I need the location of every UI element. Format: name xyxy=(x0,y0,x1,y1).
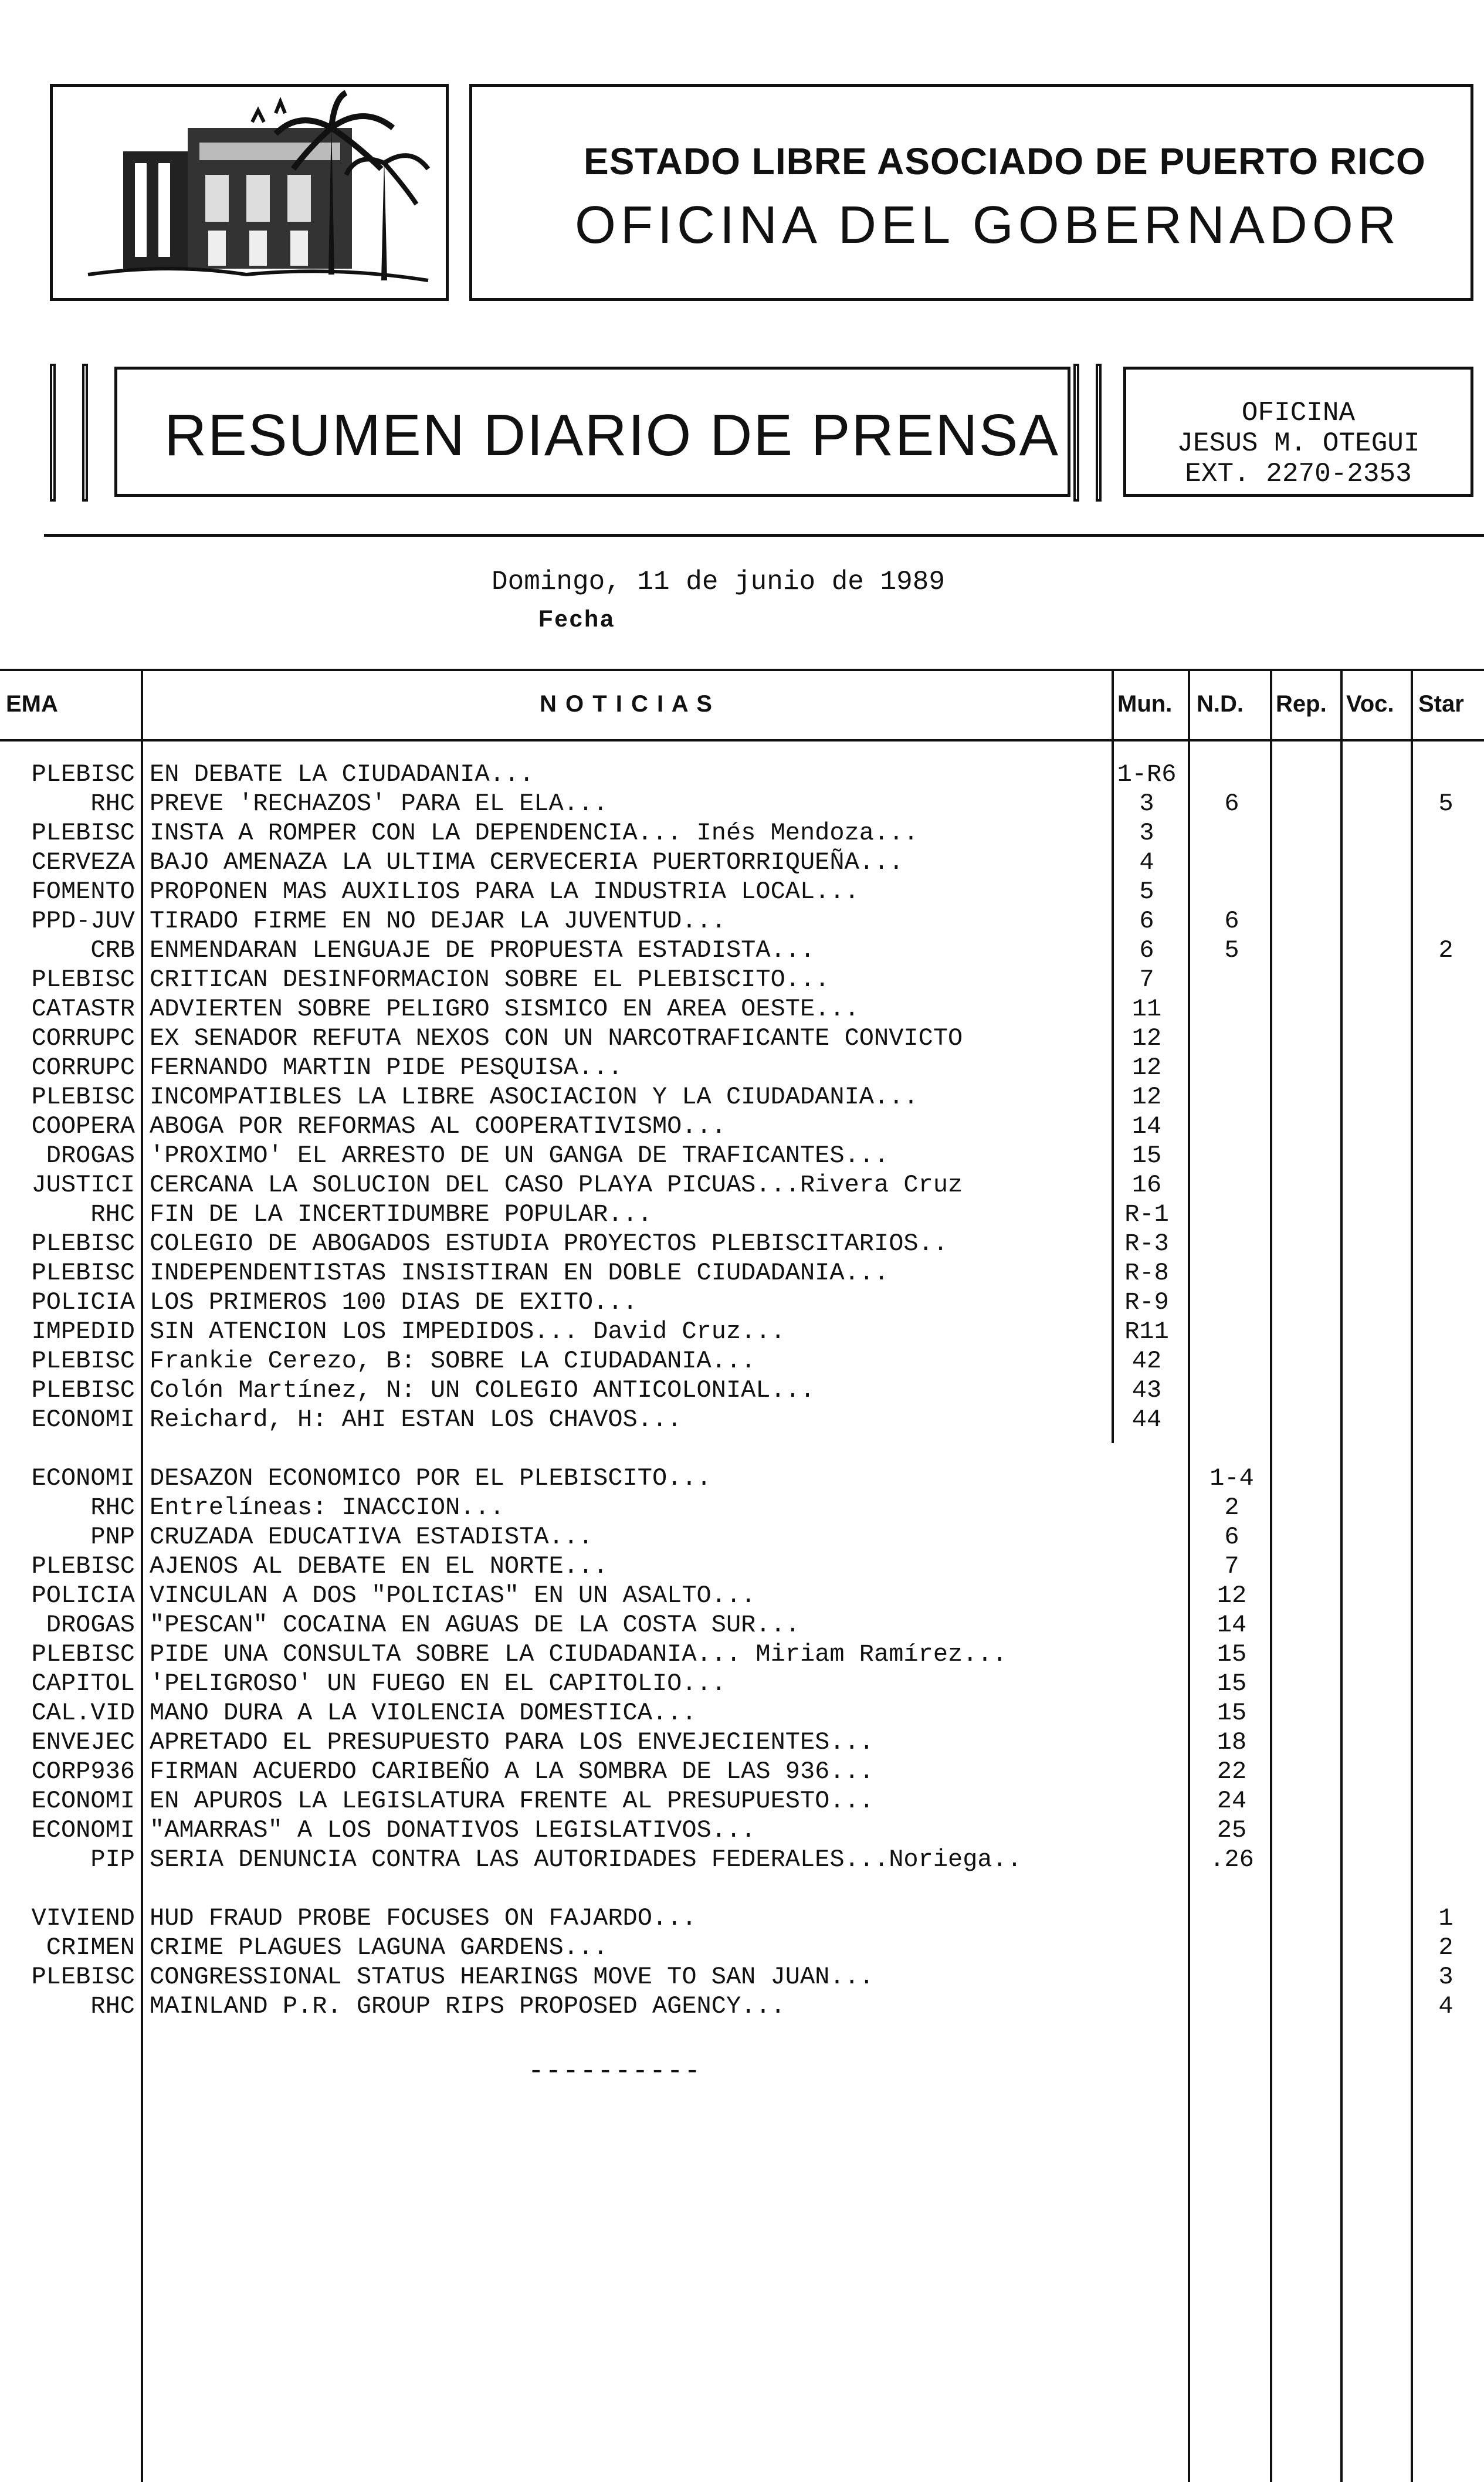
table-row xyxy=(0,1317,1484,1346)
table-row xyxy=(0,1522,1484,1552)
row-tema: CRB xyxy=(90,936,135,964)
table-row xyxy=(0,1845,1484,1874)
table-row xyxy=(0,936,1484,965)
row-tema: ECONOMI xyxy=(31,1464,135,1492)
table-row xyxy=(0,1493,1484,1522)
row-nd-page: 18 xyxy=(1217,1728,1247,1756)
row-mun-page: 3 xyxy=(1139,819,1154,847)
table-row xyxy=(0,1640,1484,1669)
row-nd-page: .26 xyxy=(1209,1846,1254,1874)
date-value: Domingo, 11 de junio de 1989 xyxy=(492,567,945,597)
row-headline: Reichard, H: AHI ESTAN LOS CHAVOS... xyxy=(150,1406,682,1434)
row-tema: CRIMEN xyxy=(46,1934,135,1962)
building-illustration-icon xyxy=(53,87,446,298)
row-headline: CRUZADA EDUCATIVA ESTADISTA... xyxy=(150,1523,594,1551)
row-tema: PIP xyxy=(90,1846,135,1874)
row-headline: Entrelíneas: INACCION... xyxy=(150,1494,504,1522)
header-rule xyxy=(44,534,1484,537)
row-headline: FIN DE LA INCERTIDUMBRE POPULAR... xyxy=(150,1200,652,1228)
table-row xyxy=(0,1904,1484,1933)
row-nd-page: 25 xyxy=(1217,1816,1247,1844)
document-title: RESUMEN DIARIO DE PRENSA xyxy=(164,402,1060,468)
row-nd-page: 6 xyxy=(1224,1523,1239,1551)
news-table xyxy=(0,669,1484,2482)
row-tema: CATASTR xyxy=(31,995,135,1023)
row-mun-page: 42 xyxy=(1131,1347,1162,1375)
row-tema: CAPITOL xyxy=(31,1670,135,1698)
row-headline: MAINLAND P.R. GROUP RIPS PROPOSED AGENCY... xyxy=(150,1992,785,2020)
row-headline: TIRADO FIRME EN NO DEJAR LA JUVENTUD... xyxy=(150,907,726,935)
row-nd-page: 15 xyxy=(1217,1670,1247,1698)
header-rep: Rep. xyxy=(1276,691,1327,717)
row-nd-page: 15 xyxy=(1217,1640,1247,1668)
header-mun: Mun. xyxy=(1117,691,1173,717)
row-mun-page: 16 xyxy=(1131,1171,1162,1199)
table-row xyxy=(0,1933,1484,1962)
row-headline: CRIME PLAGUES LAGUNA GARDENS... xyxy=(150,1934,608,1962)
left-bars xyxy=(50,364,117,502)
table-row xyxy=(0,1874,1484,1904)
row-star-page: 3 xyxy=(1438,1963,1453,1991)
row-mun-page: 44 xyxy=(1131,1406,1162,1434)
fortaleza-logo xyxy=(50,84,449,301)
table-row xyxy=(0,877,1484,906)
row-headline: APRETADO EL PRESUPUESTO PARA LOS ENVEJECIENTES... xyxy=(150,1728,875,1756)
row-tema: PLEBISC xyxy=(31,1083,135,1111)
row-tema: POLICIA xyxy=(31,1582,135,1610)
row-nd-page: 6 xyxy=(1224,907,1239,935)
row-mun-page: 12 xyxy=(1131,1054,1162,1082)
table-row xyxy=(0,1112,1484,1141)
row-tema: RHC xyxy=(90,790,135,818)
row-tema: PLEBISC xyxy=(31,1259,135,1287)
row-mun-page: 11 xyxy=(1131,995,1162,1023)
table-row xyxy=(0,1669,1484,1698)
row-headline: INDEPENDENTISTAS INSISTIRAN EN DOBLE CIUDADANIA... xyxy=(150,1259,889,1287)
row-headline: SIN ATENCION LOS IMPEDIDOS... David Cruz... xyxy=(150,1318,785,1346)
row-headline: PROPONEN MAS AUXILIOS PARA LA INDUSTRIA LOCAL... xyxy=(150,878,859,906)
row-mun-page: 7 xyxy=(1139,966,1154,994)
row-mun-page: 12 xyxy=(1131,1083,1162,1111)
row-mun-page: 14 xyxy=(1131,1112,1162,1140)
state-title: ESTADO LIBRE ASOCIADO DE PUERTO RICO xyxy=(584,140,1426,182)
row-mun-page: 6 xyxy=(1139,936,1154,964)
contact-office: OFICINA xyxy=(1241,398,1356,428)
row-headline: FIRMAN ACUERDO CARIBEÑO A LA SOMBRA DE LAS 936... xyxy=(150,1758,875,1786)
row-tema: CORRUPC xyxy=(31,1054,135,1082)
row-tema: CORRUPC xyxy=(31,1024,135,1052)
table-row xyxy=(0,1141,1484,1170)
row-tema: ECONOMI xyxy=(31,1787,135,1815)
row-tema: PPD-JUV xyxy=(31,907,135,935)
contact-box xyxy=(1123,367,1473,497)
row-tema: RHC xyxy=(90,1200,135,1228)
table-row xyxy=(0,1082,1484,1112)
row-star-page: 4 xyxy=(1438,1992,1453,2020)
row-headline: COLEGIO DE ABOGADOS ESTUDIA PROYECTOS PLEBISCITARIOS.. xyxy=(150,1230,948,1258)
row-tema: COOPERA xyxy=(31,1112,135,1140)
row-tema: PLEBISC xyxy=(31,1347,135,1375)
date-label: Fecha xyxy=(538,606,615,632)
table-row xyxy=(0,1757,1484,1786)
table-row xyxy=(0,1610,1484,1640)
row-headline: BAJO AMENAZA LA ULTIMA CERVECERIA PUERTORRIQUEÑA... xyxy=(150,848,904,876)
contact-extension: EXT. 2270-2353 xyxy=(1185,459,1412,489)
row-mun-page: 5 xyxy=(1139,878,1154,906)
row-nd-page: 12 xyxy=(1217,1582,1247,1610)
row-tema: PLEBISC xyxy=(31,760,135,788)
row-headline: SERIA DENUNCIA CONTRA LAS AUTORIDADES FEDERALES...Noriega.. xyxy=(150,1846,1022,1874)
table-row xyxy=(0,1992,1484,2021)
table-row xyxy=(0,1376,1484,1405)
row-headline: EX SENADOR REFUTA NEXOS CON UN NARCOTRAFICANTE CONVICTO xyxy=(150,1024,963,1052)
row-mun-page: 15 xyxy=(1131,1142,1162,1170)
row-tema: CORP936 xyxy=(31,1758,135,1786)
row-star-page: 2 xyxy=(1438,1934,1453,1962)
table-row xyxy=(0,1229,1484,1258)
row-headline: DESAZON ECONOMICO POR EL PLEBISCITO... xyxy=(150,1464,711,1492)
title-box xyxy=(469,84,1473,301)
row-headline: ABOGA POR REFORMAS AL COOPERATIVISMO... xyxy=(150,1112,726,1140)
table-row xyxy=(0,1024,1484,1053)
table-row xyxy=(0,1786,1484,1816)
row-nd-page: 15 xyxy=(1217,1699,1247,1727)
end-dashes: ---------- xyxy=(528,2056,702,2087)
table-row xyxy=(0,994,1484,1024)
row-nd-page: 22 xyxy=(1217,1758,1247,1786)
row-tema: ENVEJEC xyxy=(31,1728,135,1756)
row-mun-page: R11 xyxy=(1124,1318,1169,1346)
row-mun-page: R-3 xyxy=(1124,1230,1169,1258)
row-tema: FOMENTO xyxy=(31,878,135,906)
row-tema: CAL.VID xyxy=(31,1699,135,1727)
row-headline: Colón Martínez, N: UN COLEGIO ANTICOLONIAL... xyxy=(150,1376,815,1404)
row-headline: "AMARRAS" A LOS DONATIVOS LEGISLATIVOS... xyxy=(150,1816,756,1844)
table-row xyxy=(0,1434,1484,1464)
row-tema: RHC xyxy=(90,1494,135,1522)
row-mun-page: 1-R6 xyxy=(1117,760,1177,788)
row-headline: Frankie Cerezo, B: SOBRE LA CIUDADANIA... xyxy=(150,1347,756,1375)
row-mun-page: R-8 xyxy=(1124,1259,1169,1287)
row-nd-page: 5 xyxy=(1224,936,1239,964)
row-tema: CERVEZA xyxy=(31,848,135,876)
table-row xyxy=(0,1816,1484,1845)
row-tema: POLICIA xyxy=(31,1288,135,1316)
row-tema: JUSTICI xyxy=(31,1171,135,1199)
row-headline: AJENOS AL DEBATE EN EL NORTE... xyxy=(150,1552,608,1580)
row-tema: IMPEDID xyxy=(31,1318,135,1346)
table-row xyxy=(0,1464,1484,1493)
row-mun-page: 4 xyxy=(1139,848,1154,876)
row-tema: PLEBISC xyxy=(31,1963,135,1991)
row-headline: VINCULAN A DOS "POLICIAS" EN UN ASALTO... xyxy=(150,1582,756,1610)
header-star: Star xyxy=(1418,691,1464,717)
header-voc: Voc. xyxy=(1346,691,1394,717)
row-headline: EN APUROS LA LEGISLATURA FRENTE AL PRESUPUESTO... xyxy=(150,1787,875,1815)
row-tema: PLEBISC xyxy=(31,1230,135,1258)
table-row xyxy=(0,848,1484,877)
row-mun-page: 3 xyxy=(1139,790,1154,818)
row-tema: PLEBISC xyxy=(31,819,135,847)
table-row xyxy=(0,1728,1484,1757)
header-tema: EMA xyxy=(6,691,58,717)
table-row xyxy=(0,1170,1484,1200)
row-headline: ADVIERTEN SOBRE PELIGRO SISMICO EN AREA OESTE... xyxy=(150,995,859,1023)
row-headline: INSTA A ROMPER CON LA DEPENDENCIA... Inés Mendoza... xyxy=(150,819,919,847)
row-mun-page: R-1 xyxy=(1124,1200,1169,1228)
row-mun-page: 43 xyxy=(1131,1376,1162,1404)
table-row xyxy=(0,906,1484,936)
row-headline: INCOMPATIBLES LA LIBRE ASOCIACION Y LA CIUDADANIA... xyxy=(150,1083,919,1111)
row-star-page: 1 xyxy=(1438,1904,1453,1932)
resumen-box xyxy=(114,367,1070,497)
row-nd-page: 24 xyxy=(1217,1787,1247,1815)
row-nd-page: 6 xyxy=(1224,790,1239,818)
row-headline: EN DEBATE LA CIUDADANIA... xyxy=(150,760,534,788)
row-headline: PIDE UNA CONSULTA SOBRE LA CIUDADANIA... Miriam Ramírez... xyxy=(150,1640,1007,1668)
table-row xyxy=(0,1962,1484,1992)
row-headline: CERCANA LA SOLUCION DEL CASO PLAYA PICUAS...Rivera Cruz xyxy=(150,1171,963,1199)
table-row xyxy=(0,1200,1484,1229)
row-headline: FERNANDO MARTIN PIDE PESQUISA... xyxy=(150,1054,623,1082)
table-row xyxy=(0,1053,1484,1082)
contact-name: JESUS M. OTEGUI xyxy=(1177,428,1420,459)
table-row xyxy=(0,1581,1484,1610)
table-row xyxy=(0,965,1484,994)
table-row xyxy=(0,760,1484,789)
row-star-page: 2 xyxy=(1438,936,1453,964)
header-noticias: N O T I C I A S xyxy=(540,691,713,717)
row-tema: RHC xyxy=(90,1992,135,2020)
row-nd-page: 2 xyxy=(1224,1494,1239,1522)
row-headline: HUD FRAUD PROBE FOCUSES ON FAJARDO... xyxy=(150,1904,697,1932)
table-row xyxy=(0,1346,1484,1376)
row-headline: ENMENDARAN LENGUAJE DE PROPUESTA ESTADISTA... xyxy=(150,936,815,964)
row-tema: VIVIEND xyxy=(31,1904,135,1932)
row-mun-page: 12 xyxy=(1131,1024,1162,1052)
row-nd-page: 1-4 xyxy=(1209,1464,1254,1492)
row-tema: PLEBISC xyxy=(31,966,135,994)
table-row xyxy=(0,1258,1484,1288)
row-nd-page: 14 xyxy=(1217,1611,1247,1639)
row-headline: MANO DURA A LA VIOLENCIA DOMESTICA... xyxy=(150,1699,697,1727)
row-headline: LOS PRIMEROS 100 DIAS DE EXITO... xyxy=(150,1288,638,1316)
row-mun-page: 6 xyxy=(1139,907,1154,935)
table-row xyxy=(0,1698,1484,1728)
row-headline: "PESCAN" COCAINA EN AGUAS DE LA COSTA SUR... xyxy=(150,1611,800,1639)
table-row xyxy=(0,1405,1484,1434)
row-tema: PLEBISC xyxy=(31,1552,135,1580)
row-tema: PLEBISC xyxy=(31,1376,135,1404)
row-headline: CONGRESSIONAL STATUS HEARINGS MOVE TO SAN JUAN... xyxy=(150,1963,875,1991)
row-star-page: 5 xyxy=(1438,790,1453,818)
right-bars xyxy=(1073,364,1109,502)
row-tema: PLEBISC xyxy=(31,1640,135,1668)
row-headline: PREVE 'RECHAZOS' PARA EL ELA... xyxy=(150,790,608,818)
table-row xyxy=(0,1552,1484,1581)
header-nd: N.D. xyxy=(1197,691,1244,717)
table-row xyxy=(0,1288,1484,1317)
row-tema: DROGAS xyxy=(46,1611,135,1639)
row-tema: ECONOMI xyxy=(31,1816,135,1844)
row-nd-page: 7 xyxy=(1224,1552,1239,1580)
row-tema: PNP xyxy=(90,1523,135,1551)
office-title: OFICINA DEL GOBERNADOR xyxy=(575,196,1401,255)
row-headline: 'PROXIMO' EL ARRESTO DE UN GANGA DE TRAFICANTES... xyxy=(150,1142,889,1170)
row-headline: CRITICAN DESINFORMACION SOBRE EL PLEBISCITO... xyxy=(150,966,830,994)
table-row xyxy=(0,789,1484,818)
row-tema: DROGAS xyxy=(46,1142,135,1170)
table-row xyxy=(0,818,1484,848)
row-mun-page: R-9 xyxy=(1124,1288,1169,1316)
row-tema: ECONOMI xyxy=(31,1406,135,1434)
row-headline: 'PELIGROSO' UN FUEGO EN EL CAPITOLIO... xyxy=(150,1670,726,1698)
